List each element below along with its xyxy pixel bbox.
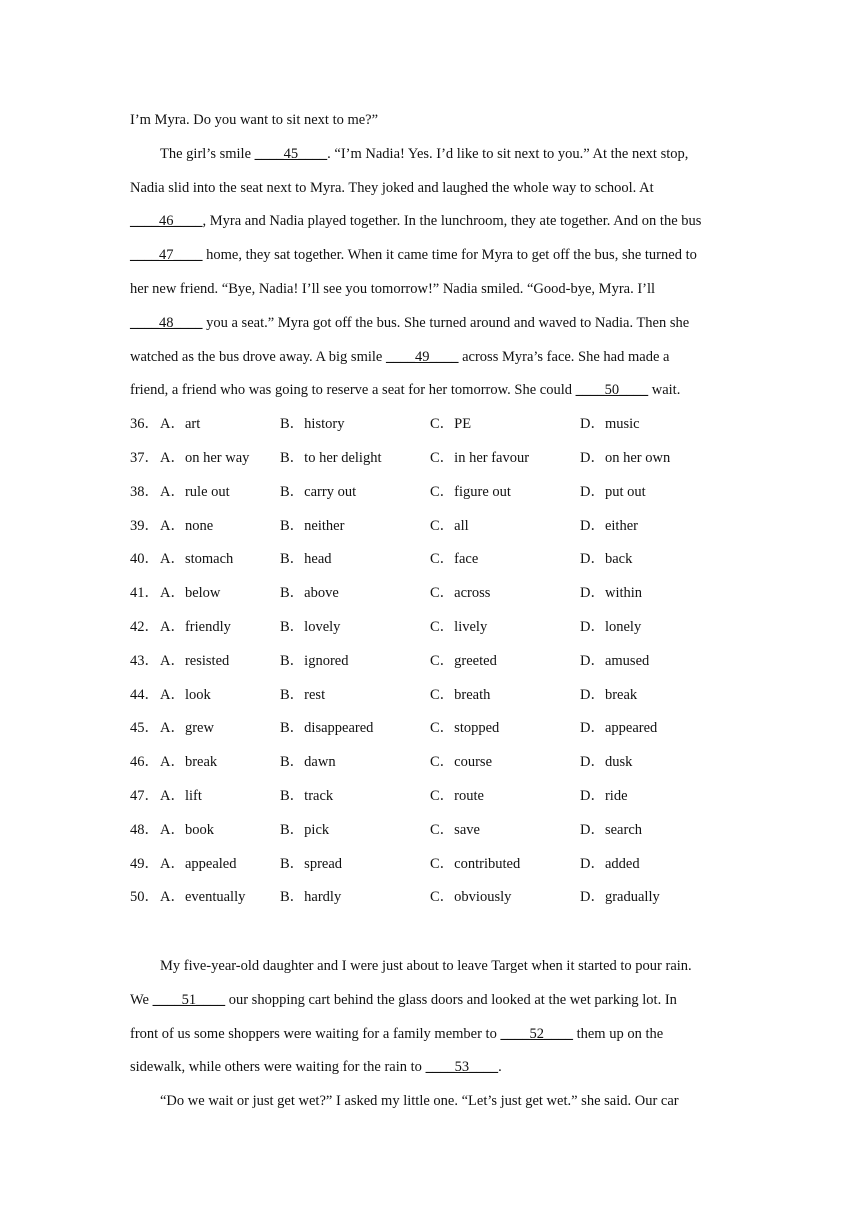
passage-line: sidewalk, while others were waiting for the rain to ____53____.: [130, 1059, 502, 1076]
option-d: D．amused: [580, 652, 650, 669]
passage-line: The girl’s smile ____45____. “I’m Nadia! Yes. I’d like to sit next to you.” At the next stop,: [160, 145, 689, 162]
question-list: [130, 408, 730, 915]
option-d: D．within: [580, 585, 643, 602]
option-a: A．none: [160, 517, 214, 534]
option-d: D．appeared: [580, 720, 658, 737]
passage-line: front of us some shoppers were waiting for a family member to ____52____ them up on the: [130, 1025, 664, 1042]
option-a: A．appealed: [160, 855, 237, 872]
question-row: [130, 814, 730, 848]
question-number: 43．: [130, 652, 159, 669]
question-row: [130, 442, 730, 476]
question-number: 44．: [130, 686, 159, 703]
option-d: D．ride: [580, 787, 628, 804]
question-number: 49．: [130, 855, 159, 872]
option-c: C．route: [430, 787, 484, 804]
option-c: C．lively: [430, 618, 488, 635]
blank-47: ____47____: [130, 247, 203, 264]
option-c: C．figure out: [430, 483, 511, 500]
option-d: D．put out: [580, 483, 646, 500]
question-row: [130, 848, 730, 882]
option-d: D．break: [580, 686, 638, 703]
option-a: A．friendly: [160, 618, 231, 635]
option-b: B．neither: [280, 517, 345, 534]
blank-45: ____45____: [254, 145, 328, 162]
question-number: 48．: [130, 821, 159, 838]
passage-line: Nadia slid into the seat next to Myra. They joked and laughed the whole way to school. At: [130, 179, 654, 196]
option-a: A．grew: [160, 720, 214, 737]
option-a: A．stomach: [160, 551, 234, 568]
option-c: C．obviously: [430, 889, 512, 906]
option-d: D．on her own: [580, 449, 671, 466]
question-row: [130, 611, 730, 645]
option-b: B．lovely: [280, 618, 341, 635]
option-c: C．greeted: [430, 652, 497, 669]
option-c: C．across: [430, 585, 491, 602]
option-a: A．eventually: [160, 889, 246, 906]
option-b: B．head: [280, 551, 332, 568]
option-d: D．dusk: [580, 754, 633, 771]
option-c: C．contributed: [430, 855, 521, 872]
option-a: A．lift: [160, 787, 202, 804]
option-b: B．rest: [280, 686, 326, 703]
option-b: B．disappeared: [280, 720, 374, 737]
option-c: C．all: [430, 517, 469, 534]
blank-48: ____48____: [130, 314, 203, 331]
option-b: B．dawn: [280, 754, 336, 771]
passage-line: We ____51____ our shopping cart behind the glass doors and looked at the wet parking lot. In: [130, 991, 677, 1008]
option-b: B．to her delight: [280, 449, 382, 466]
blank-53: ____53____: [425, 1059, 499, 1076]
option-a: A．book: [160, 821, 214, 838]
option-d: D．lonely: [580, 618, 642, 635]
option-c: C．stopped: [430, 720, 500, 737]
question-number: 47．: [130, 787, 159, 804]
option-b: B．spread: [280, 855, 343, 872]
blank-52: ____52____: [500, 1025, 573, 1042]
blank-49: ____49____: [385, 348, 459, 365]
question-row: [130, 645, 730, 679]
question-row: [130, 712, 730, 746]
option-b: B．carry out: [280, 483, 357, 500]
passage-2: [130, 950, 730, 1119]
question-number: 46．: [130, 754, 159, 771]
option-c: C．PE: [430, 416, 472, 433]
option-b: B．pick: [280, 821, 330, 838]
option-a: A．below: [160, 585, 221, 602]
question-number: 37．: [130, 449, 159, 466]
blank-46: ____46____: [130, 213, 203, 230]
blank-51: ____51____: [152, 991, 226, 1008]
option-a: A．on her way: [160, 449, 250, 466]
passage-line: “Do we wait or just get wet?” I asked my little one. “Let’s just get wet.” she said. Our car: [160, 1093, 679, 1110]
option-b: B．ignored: [280, 652, 349, 669]
option-a: A．break: [160, 754, 218, 771]
option-b: B．track: [280, 787, 334, 804]
question-row: [130, 543, 730, 577]
question-row: [130, 577, 730, 611]
option-c: C．breath: [430, 686, 491, 703]
option-d: D．search: [580, 821, 643, 838]
question-row: [130, 746, 730, 780]
question-row: [130, 679, 730, 713]
option-a: A．rule out: [160, 483, 230, 500]
question-number: 41．: [130, 585, 159, 602]
option-a: A．look: [160, 686, 211, 703]
passage-line: her new friend. “Bye, Nadia! I’ll see you tomorrow!” Nadia smiled. “Good-bye, Myra. I’ll: [130, 280, 656, 297]
question-number: 36．: [130, 416, 159, 433]
option-c: C．face: [430, 551, 479, 568]
option-c: C．course: [430, 754, 493, 771]
option-b: B．above: [280, 585, 339, 602]
option-a: A．art: [160, 416, 201, 433]
option-c: C．save: [430, 821, 480, 838]
passage-1: [130, 104, 730, 915]
question-number: 50．: [130, 889, 159, 906]
passage-line: ____46____, Myra and Nadia played together. In the lunchroom, they ate together. And on the bus: [130, 213, 702, 230]
question-number: 42．: [130, 618, 159, 635]
question-row: [130, 881, 730, 915]
passage-line: ____47____ home, they sat together. When it came time for Myra to get off the bus, she turned to: [130, 247, 697, 264]
option-a: A．resisted: [160, 652, 230, 669]
passage-line: My five-year-old daughter and I were just about to leave Target when it started to pour rain.: [160, 958, 692, 974]
question-row: [130, 510, 730, 544]
passage-line: watched as the bus drove away. A big smile ____49____ across Myra’s face. She had made a: [130, 348, 670, 365]
question-row: [130, 408, 730, 442]
option-b: B．history: [280, 416, 345, 433]
option-d: D．back: [580, 551, 633, 568]
question-row: [130, 780, 730, 814]
option-d: D．music: [580, 416, 640, 433]
blank-50: ____50____: [575, 382, 649, 399]
option-c: C．in her favour: [430, 449, 530, 466]
question-row: [130, 476, 730, 510]
question-number: 39．: [130, 517, 159, 534]
passage-line: ____48____ you a seat.” Myra got off the bus. She turned around and waved to Nadia. Then she: [130, 314, 690, 331]
option-d: D．added: [580, 855, 640, 872]
question-number: 45．: [130, 720, 159, 737]
passage-line: I’m Myra. Do you want to sit next to me?”: [130, 112, 379, 128]
option-d: D．gradually: [580, 889, 660, 906]
option-d: D．either: [580, 517, 638, 534]
question-number: 38．: [130, 483, 159, 500]
question-number: 40．: [130, 551, 159, 568]
option-b: B．hardly: [280, 889, 342, 906]
passage-line: friend, a friend who was going to reserve a seat for her tomorrow. She could ____50____ wait.: [130, 382, 681, 399]
